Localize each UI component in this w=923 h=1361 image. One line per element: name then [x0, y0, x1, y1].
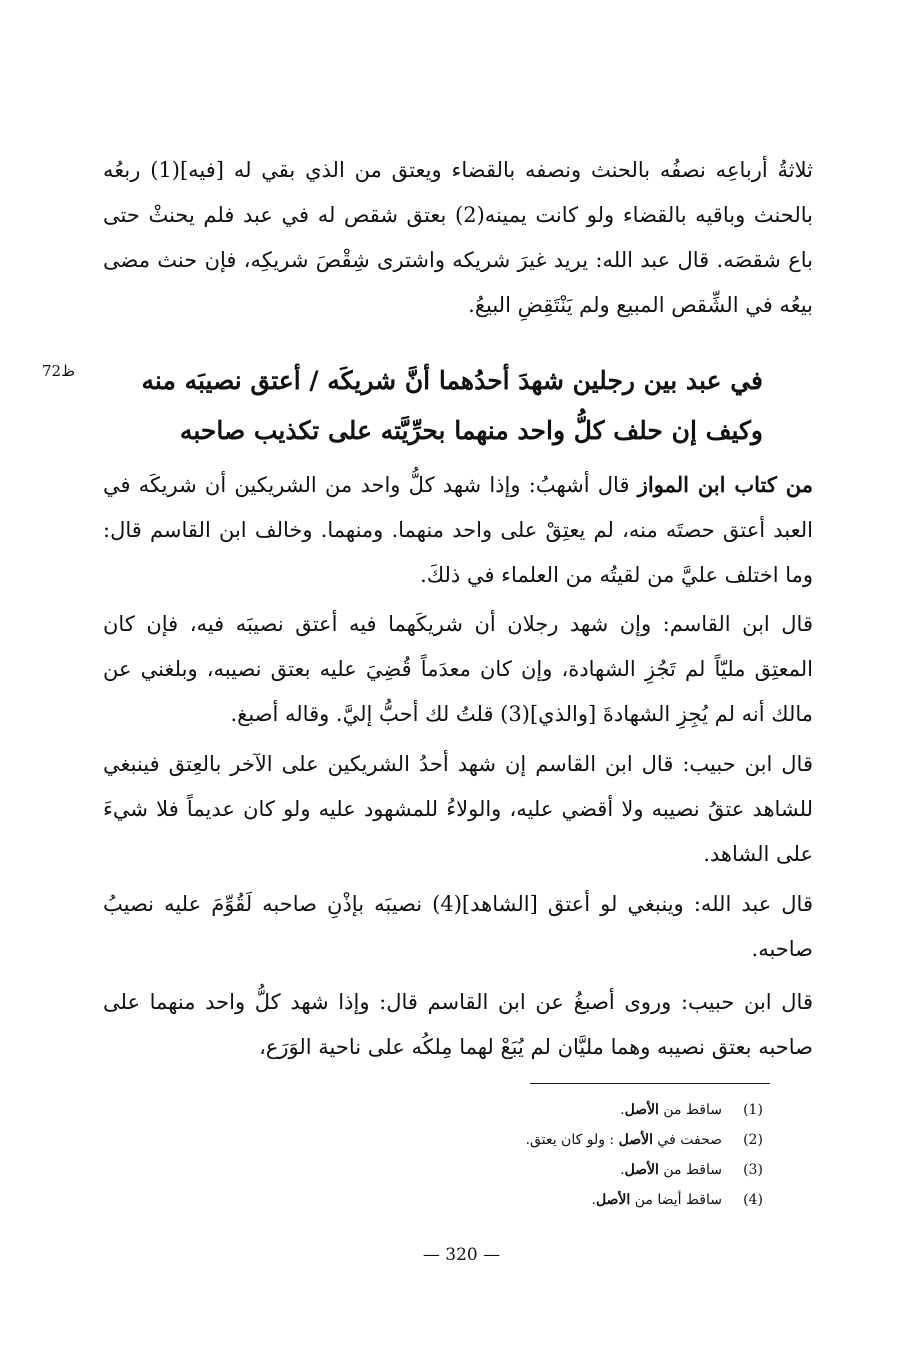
footnote-number: (2) — [743, 1132, 763, 1148]
footnote-text: ساقط من الأصل. — [620, 1162, 722, 1178]
margin-folio-reference: ظ72 — [42, 362, 75, 380]
footnote-separator — [530, 1083, 770, 1084]
paragraph-1 — [103, 462, 813, 598]
source-title: من كتاب ابن المواز — [637, 472, 813, 497]
footnote-item — [208, 1125, 768, 1155]
paragraph-3: قال ابن حبيب: قال ابن القاسم إن شهد أحدُ الشريكين على الآخر بالعِتق فينبغي للشاهد عتقُ نصيبه ولا أقضي عليه، والولاءُ للمشهود عليه ولو كان عديماً فلا شيءَ على الشاهد. — [103, 752, 813, 866]
paragraph-2: قال ابن القاسم: وإن شهد رجلان أن شريكَهما فيه أعتق نصيبَه فيه، فإن كان المعتِق مليّاً لم تَجُزِ الشهادة، وإن كان معدَماً قُضِيَ عليه بعتق نصيبه، وبلغني عن مالك أنه لم يُجِزِ الشهادةَ [والذي](3) قلتُ لك أحبُّ إليَّ. وقاله أصبغ. — [103, 612, 813, 726]
paragraph-1-text: قال أشهبُ: وإذا شهد كلُّ واحد من الشريكين أن شريكَه في العبد أعتق حصتَه منه، لم يعتِقْ على واحد منهما. ومنهما. وخالف ابن القاسم قال: وما اختلف عليَّ من لقيتُه من العلماء في ذلكَ. — [103, 473, 813, 587]
footnote-text: صحفت في الأصل : ولو كان يعتق. — [525, 1132, 722, 1148]
continued-paragraph: ثلاثةُ أرباعِه نصفُه بالحنث ونصفه بالقضاء ويعتق من الذي بقي له [فيه](1) ربعُه بالحنث وباقيه بالقضاء ولو كانت يمينه(2) بعتق شقص له في عبد فلم يحنثْ حتى باع شقصَه. قال عبد الله: يريد غيرَ شريكه واشترى شِقْصَ شريكِه، فإن حنث مضى بيعُه في الشِّقص المبيع ولم يَنْتَقِضِ البيعُ. — [103, 158, 813, 317]
page-number: — 320 — — [422, 1245, 501, 1265]
footnote-number: (4) — [743, 1192, 763, 1208]
footnote-item — [208, 1095, 768, 1125]
footnote-number: (1) — [743, 1102, 763, 1118]
paragraph-4: قال عبد الله: وينبغي لو أعتق [الشاهد](4) نصيبَه بإذْنِ صاحبه لَقُوِّمَ عليه نصيبُ صاحبه. — [103, 892, 813, 961]
footnotes — [208, 1095, 768, 1215]
footnote-text: ساقط من الأصل. — [620, 1102, 722, 1118]
footnote-item — [208, 1185, 768, 1215]
footnote-number: (3) — [743, 1162, 763, 1178]
footnote-text: ساقط أيضا من الأصل. — [591, 1192, 722, 1208]
section-heading: في عبد بين رجلين شهدَ أحدُهما أنَّ شريكَه / أعتق نصيبَه منه وكيف إن حلف كلُّ واحد منهما بحرِّيَّته على تكذيب صاحبه — [141, 366, 763, 445]
paragraph-5: قال ابن حبيب: وروى أصبغُ عن ابن القاسم قال: وإذا شهد كلُّ واحد منهما على صاحبه بعتق نصيبه وهما مليَّان لم يُبَعْ لهما مِلكُه على ناحية الوَرَع، — [103, 990, 813, 1059]
footnote-item — [208, 1155, 768, 1185]
